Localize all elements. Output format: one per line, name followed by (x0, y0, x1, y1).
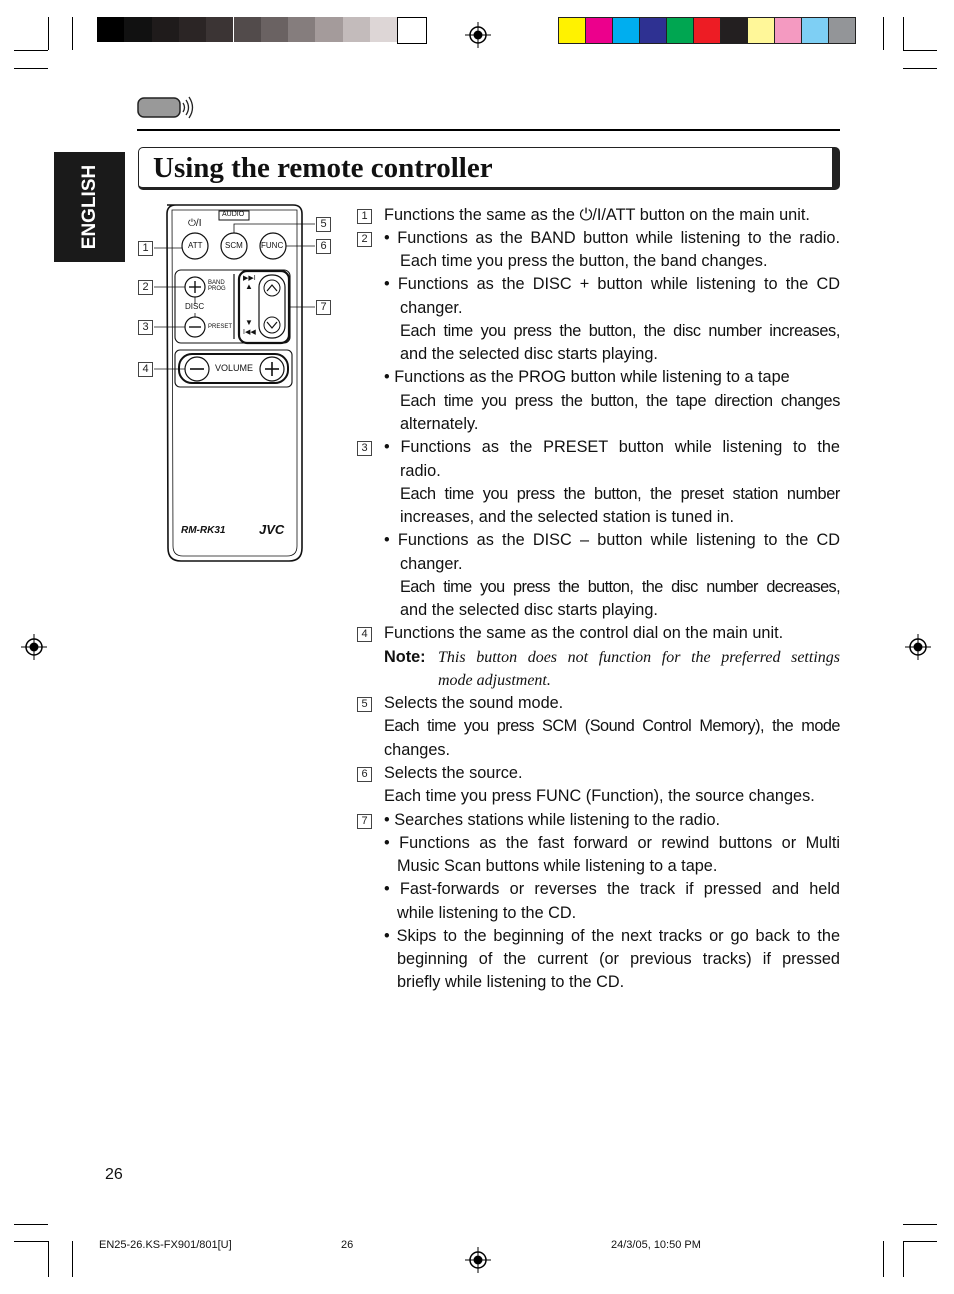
note-text: This button does not function for the preferred settings (438, 649, 840, 666)
audio-label: AUDIO (222, 211, 245, 218)
crop-mark (14, 1241, 48, 1242)
item-2-line: alternately. (400, 415, 479, 433)
gray-swatch (343, 17, 370, 42)
disc-label: DISC (185, 302, 205, 311)
item-number-6: 6 (357, 767, 372, 782)
item-5-line: changes. (384, 741, 451, 759)
gray-swatch (288, 17, 315, 42)
color-swatch (747, 17, 775, 44)
color-swatch (558, 17, 586, 44)
gray-swatch (315, 17, 342, 42)
crop-mark (14, 68, 48, 69)
preset-label: PRESET (208, 324, 233, 330)
item-7-line: while listening to the CD. (397, 904, 577, 922)
item-3-line: Each time you press the button, the preset station number (400, 485, 840, 503)
registration-mark-icon (465, 22, 491, 48)
crop-mark (903, 68, 937, 69)
item-2-line: • Functions as the PROG button while listening to a tape (384, 368, 790, 386)
registration-mark-icon (465, 1247, 491, 1273)
item-3-line: and the selected disc starts playing. (400, 601, 658, 619)
item-7-line: • Searches stations while listening to the radio. (384, 811, 721, 829)
gray-swatch (261, 17, 288, 42)
callout-7: 7 (316, 300, 331, 315)
item-7-line: Music Scan buttons while listening to a tape. (397, 857, 718, 875)
callout-5: 5 (316, 217, 331, 232)
item-5-line: Each time you press SCM (Sound Control Memory), the mode (384, 717, 840, 735)
item-number-1: 1 (357, 209, 372, 224)
color-swatch (585, 17, 613, 44)
item-number-7: 7 (357, 814, 372, 829)
color-swatch (666, 17, 694, 44)
callout-1: 1 (138, 241, 153, 256)
footer-page: 26 (341, 1239, 354, 1251)
item-2-line: and the selected disc starts playing. (400, 345, 658, 363)
registration-mark-icon (905, 634, 931, 660)
crop-mark (14, 50, 48, 51)
crop-mark (48, 1241, 49, 1277)
note-text: mode adjustment. (438, 672, 551, 689)
color-swatch (720, 17, 748, 44)
item-4-line: Functions the same as the control dial on the main unit. (384, 624, 784, 642)
crop-mark (72, 17, 73, 50)
crop-mark (14, 1224, 48, 1225)
scm-label: SCM (225, 241, 243, 250)
item-7-line: • Functions as the fast forward or rewind buttons or Multi (384, 834, 840, 852)
language-label: ENGLISH (79, 164, 100, 250)
crop-mark (903, 1241, 904, 1277)
item-2-line: • Functions as the BAND button while listening to the radio. (384, 229, 840, 247)
footer-file: EN25-26.KS-FX901/801[U] (99, 1239, 232, 1251)
crop-mark (903, 50, 937, 51)
gray-swatch (234, 17, 261, 42)
color-swatch (693, 17, 721, 44)
item-7-line: beginning of the current (or previous tracks) if pressed (397, 950, 840, 968)
item-3-line: radio. (400, 462, 441, 480)
color-swatch (639, 17, 667, 44)
att-label: ATT (188, 241, 203, 250)
item-number-2: 2 (357, 232, 372, 247)
crop-mark (883, 17, 884, 50)
crop-mark (48, 17, 49, 50)
crop-mark (72, 1241, 73, 1277)
item-7-line: • Fast-forwards or reverses the track if pressed and held (384, 880, 840, 898)
remote-illustration (135, 200, 345, 565)
crop-mark (903, 1241, 937, 1242)
up-label: ▲ (245, 282, 253, 291)
item-5-line: Selects the sound mode. (384, 694, 564, 712)
item-2-line: changer. (400, 299, 463, 317)
crop-mark (903, 1224, 937, 1225)
item-2-line: Each time you press the button, the band changes. (400, 252, 768, 270)
next-track-label: ▶▶I (243, 275, 256, 282)
crop-mark (883, 1241, 884, 1277)
gray-swatch (179, 17, 206, 42)
header-rule (137, 129, 840, 131)
volume-label: VOLUME (215, 363, 254, 373)
item-3-line: Each time you press the button, the disc number decreases, (400, 578, 840, 596)
item-6-line: Selects the source. (384, 764, 523, 782)
callout-6: 6 (316, 239, 331, 254)
gray-swatch (152, 17, 179, 42)
down-label: ▼ (245, 318, 253, 327)
item-2-line: • Functions as the DISC + button while listening to the CD (384, 275, 840, 293)
item-2-line: Each time you press the button, the disc number increases, (400, 322, 840, 340)
band-label: BAND (208, 280, 225, 286)
item-6-line: Each time you press FUNC (Function), the source changes. (384, 787, 815, 805)
registration-mark-icon (21, 634, 47, 660)
callout-4: 4 (138, 362, 153, 377)
prev-track-label: I◀◀ (243, 329, 256, 336)
gray-swatch (397, 17, 426, 44)
color-swatch (828, 17, 856, 44)
item-3-line: • Functions as the DISC – button while listening to the CD (384, 531, 840, 549)
gray-swatch (97, 17, 124, 42)
item-3-line: increases, and the selected station is tuned in. (400, 508, 734, 526)
color-swatch (774, 17, 802, 44)
remote-signal-icon (137, 95, 199, 121)
item-3-line: changer. (400, 555, 463, 573)
item-7-line: • Skips to the beginning of the next tracks or go back to the (384, 927, 840, 945)
page-number: 26 (105, 1166, 123, 1183)
item-number-5: 5 (357, 697, 372, 712)
gray-swatch (124, 17, 151, 42)
footer-date: 24/3/05, 10:50 PM (611, 1239, 701, 1251)
gray-swatch (206, 17, 233, 42)
item-number-3: 3 (357, 441, 372, 456)
color-swatch (801, 17, 829, 44)
item-2-line: Each time you press the button, the tape direction changes (400, 392, 840, 410)
power-label: ⏻/I (188, 218, 202, 229)
model-label: RM-RK31 (181, 525, 226, 536)
page-title: Using the remote controller (153, 152, 493, 184)
callout-3: 3 (138, 320, 153, 335)
item-3-line: • Functions as the PRESET button while listening to the (384, 438, 840, 456)
brand-logo: JVC (259, 522, 285, 537)
item-7-line: briefly while listening to the CD. (397, 973, 625, 991)
color-swatch (612, 17, 640, 44)
note-label: Note: (384, 648, 426, 666)
crop-mark (903, 17, 904, 50)
callout-2: 2 (138, 280, 153, 295)
func-label: FUNC (261, 241, 284, 250)
item-number-4: 4 (357, 627, 372, 642)
gray-swatch (370, 17, 397, 42)
item-1-text: Functions the same as the ⏻/I/ATT button on the main unit. (384, 206, 810, 224)
prog-label: PROG (208, 286, 226, 292)
